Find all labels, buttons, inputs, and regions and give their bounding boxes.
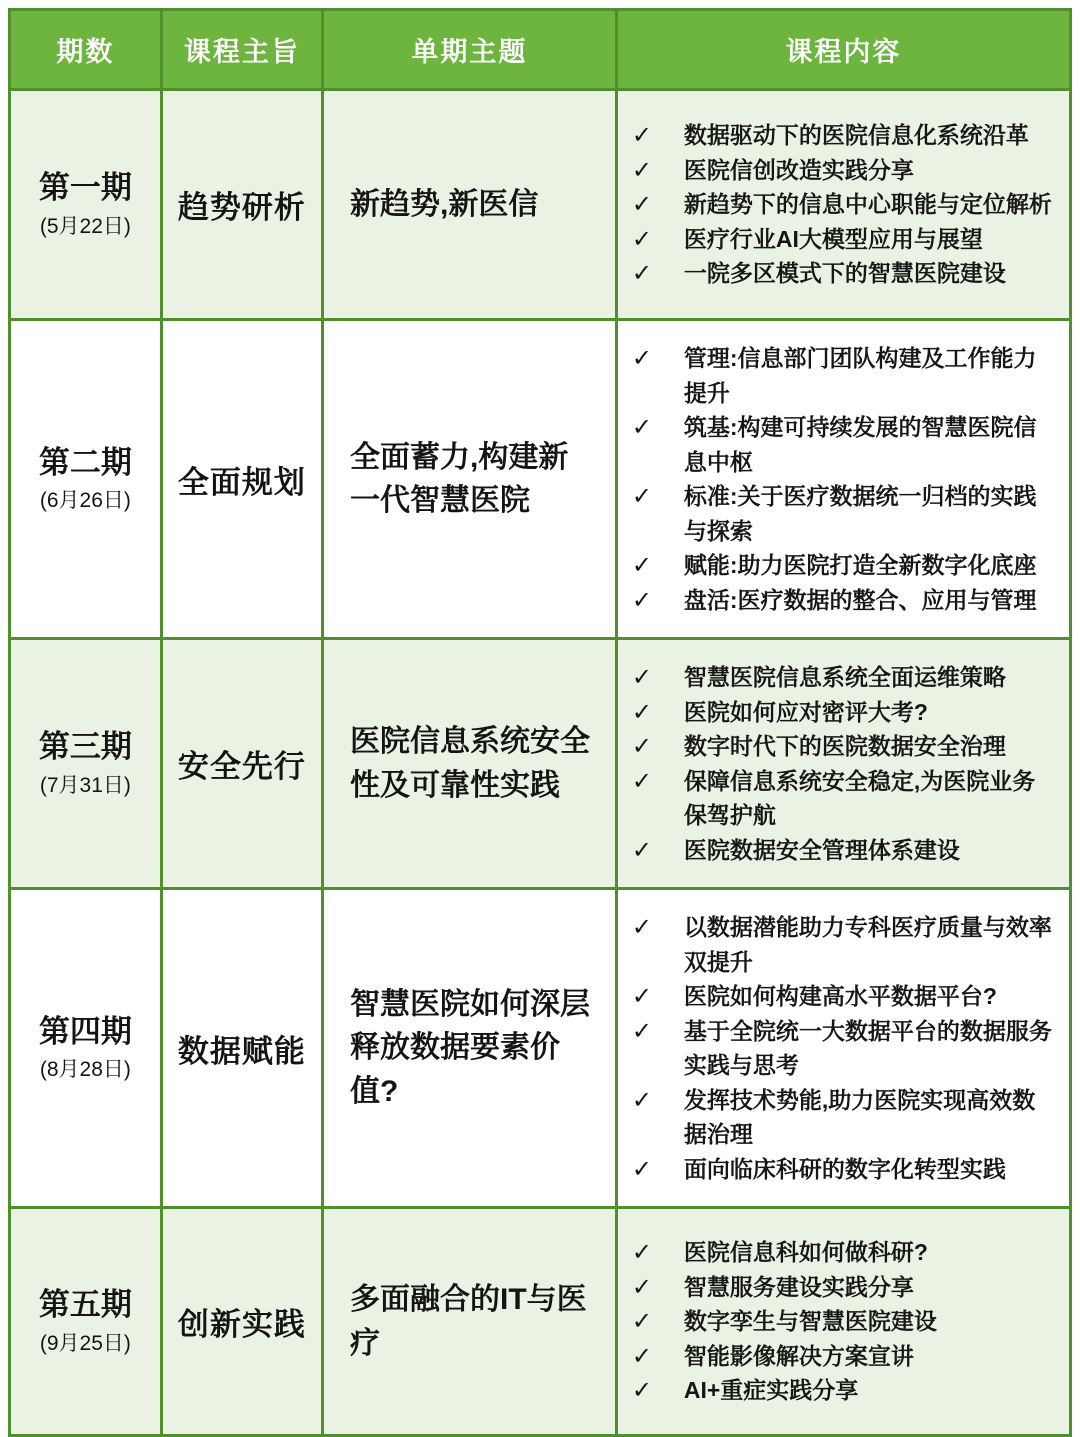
topic-cell: 医院信息系统安全性及可靠性实践 (322, 639, 616, 889)
course-item-text: 盘活:医疗数据的整合、应用与管理 (683, 586, 1037, 613)
course-item-list (618, 660, 1057, 867)
course-item-text: 一院多区模式下的智慧医院建设 (683, 260, 1006, 287)
course-item-text: 医院信创改造实践分享 (683, 156, 914, 183)
course-item-text: 智慧医院信息系统全面运维策略 (683, 664, 1006, 690)
course-item-text: 标准:关于医疗数据统一归档的实践与探索 (683, 483, 1037, 544)
content-cell (616, 889, 1070, 1208)
course-item (618, 833, 1057, 868)
check-icon: ✓ (631, 483, 652, 510)
course-item-text: 新趋势下的信息中心职能与定位解析 (683, 191, 1052, 218)
course-item (618, 187, 1057, 222)
course-item-text: 筑基:构建可持续发展的智慧医院信息中枢 (683, 414, 1037, 475)
col-header-period: 期数 (10, 10, 162, 90)
period-date: (7月31日) (39, 773, 131, 797)
col-header-content: 课程内容 (616, 10, 1070, 90)
check-icon: ✓ (631, 983, 652, 1010)
course-item-text: 管理:信息部门团队构建及工作能力提升 (683, 345, 1037, 406)
check-icon: ✓ (631, 1273, 652, 1301)
course-item (618, 410, 1057, 479)
period-label: 第三期 (38, 729, 132, 765)
period-label: 第二期 (38, 444, 132, 480)
period-cell (10, 1208, 162, 1436)
course-item (618, 910, 1057, 979)
course-item-text: 医院如何应对密评大考? (683, 698, 928, 725)
period-label: 第五期 (38, 1287, 132, 1323)
check-icon: ✓ (631, 225, 652, 253)
period-label: 第四期 (38, 1013, 132, 1049)
course-item (618, 729, 1057, 764)
content-cell (616, 1208, 1070, 1436)
period-label: 第一期 (38, 170, 132, 206)
course-item (618, 256, 1057, 291)
theme-cell: 安全先行 (161, 639, 322, 889)
course-item-text: AI+重症实践分享 (683, 1377, 859, 1404)
check-icon: ✓ (631, 1377, 652, 1405)
period-date: (5月22日) (39, 214, 131, 238)
course-item-text: 基于全院统一大数据平台的数据服务实践与思考 (683, 1017, 1052, 1078)
course-item (618, 548, 1057, 583)
check-icon: ✓ (631, 1017, 652, 1045)
course-item-text: 医疗行业AI大模型应用与展望 (683, 225, 983, 252)
course-item (618, 979, 1057, 1014)
check-icon: ✓ (631, 664, 652, 691)
course-item (618, 341, 1057, 410)
table-row (10, 1208, 1071, 1436)
course-item-text: 保障信息系统安全稳定,为医院业务保驾护航 (683, 767, 1036, 828)
course-item-list (618, 1235, 1057, 1408)
check-icon: ✓ (631, 1239, 652, 1267)
check-icon: ✓ (631, 1342, 652, 1370)
course-item-text: 医院数据安全管理体系建设 (683, 836, 960, 863)
check-icon: ✓ (631, 1308, 652, 1336)
header-row (10, 10, 1071, 90)
period-cell (10, 889, 162, 1208)
course-item-text: 数字时代下的医院数据安全治理 (683, 733, 1006, 759)
col-header-theme: 课程主旨 (161, 10, 322, 90)
course-item-text: 智能影像解决方案宣讲 (683, 1342, 914, 1369)
course-item (618, 153, 1057, 188)
course-item-text: 赋能:助力医院打造全新数字化底座 (683, 552, 1037, 578)
table-row (10, 320, 1071, 639)
course-item-list (618, 118, 1057, 291)
content-cell (616, 90, 1070, 320)
course-item-list (618, 910, 1057, 1186)
check-icon: ✓ (631, 767, 652, 795)
course-item (618, 1270, 1057, 1305)
course-item (618, 1373, 1057, 1408)
course-item (618, 583, 1057, 618)
course-item-text: 医院信息科如何做科研? (683, 1239, 928, 1266)
check-icon: ✓ (631, 1155, 652, 1183)
course-item (618, 695, 1057, 730)
course-item (618, 479, 1057, 548)
topic-cell: 多面融合的IT与医疗 (322, 1208, 616, 1436)
check-icon: ✓ (631, 156, 652, 184)
check-icon: ✓ (631, 698, 652, 726)
period-date: (9月25日) (39, 1331, 131, 1355)
period-date: (8月28日) (39, 1058, 131, 1082)
table-row (10, 639, 1071, 889)
course-item-text: 发挥技术势能,助力医院实现高效数据治理 (683, 1086, 1036, 1147)
course-item-text: 数字孪生与智慧医院建设 (683, 1308, 937, 1335)
check-icon: ✓ (631, 733, 652, 760)
course-item-text: 医院如何构建高水平数据平台? (683, 983, 997, 1009)
course-item-text: 数据驱动下的医院信息化系统沿革 (683, 122, 1029, 149)
theme-cell: 数据赋能 (161, 889, 322, 1208)
period-date: (6月26日) (39, 489, 131, 513)
table-row (10, 889, 1071, 1208)
check-icon: ✓ (631, 191, 652, 219)
theme-cell: 创新实践 (161, 1208, 322, 1436)
course-item (618, 118, 1057, 153)
course-item (618, 1235, 1057, 1270)
course-item (618, 1304, 1057, 1339)
course-item (618, 1014, 1057, 1083)
check-icon: ✓ (631, 345, 652, 372)
check-icon: ✓ (631, 552, 652, 579)
period-cell (10, 639, 162, 889)
course-item-list (618, 341, 1057, 617)
period-cell (10, 320, 162, 639)
table-row (10, 90, 1071, 320)
content-cell (616, 320, 1070, 639)
content-cell (616, 639, 1070, 889)
course-item (618, 660, 1057, 695)
col-header-topic: 单期主题 (322, 10, 616, 90)
theme-cell: 全面规划 (161, 320, 322, 639)
course-item-text: 智慧服务建设实践分享 (683, 1273, 914, 1300)
check-icon: ✓ (631, 414, 652, 441)
course-item (618, 1152, 1057, 1187)
course-item (618, 764, 1057, 833)
check-icon: ✓ (631, 586, 652, 614)
topic-cell: 新趋势,新医信 (322, 90, 616, 320)
course-item-text: 面向临床科研的数字化转型实践 (683, 1155, 1006, 1182)
check-icon: ✓ (631, 260, 652, 288)
course-item (618, 1083, 1057, 1152)
check-icon: ✓ (631, 914, 652, 941)
check-icon: ✓ (631, 836, 652, 864)
period-cell (10, 90, 162, 320)
course-item (618, 1339, 1057, 1374)
theme-cell: 趋势研析 (161, 90, 322, 320)
course-schedule-table (8, 8, 1072, 1437)
topic-cell: 智慧医院如何深层释放数据要素价值? (322, 889, 616, 1208)
check-icon: ✓ (631, 122, 652, 150)
course-item-text: 以数据潜能助力专科医疗质量与效率双提升 (683, 914, 1052, 975)
topic-cell: 全面蓄力,构建新一代智慧医院 (322, 320, 616, 639)
course-item (618, 222, 1057, 257)
check-icon: ✓ (631, 1086, 652, 1114)
